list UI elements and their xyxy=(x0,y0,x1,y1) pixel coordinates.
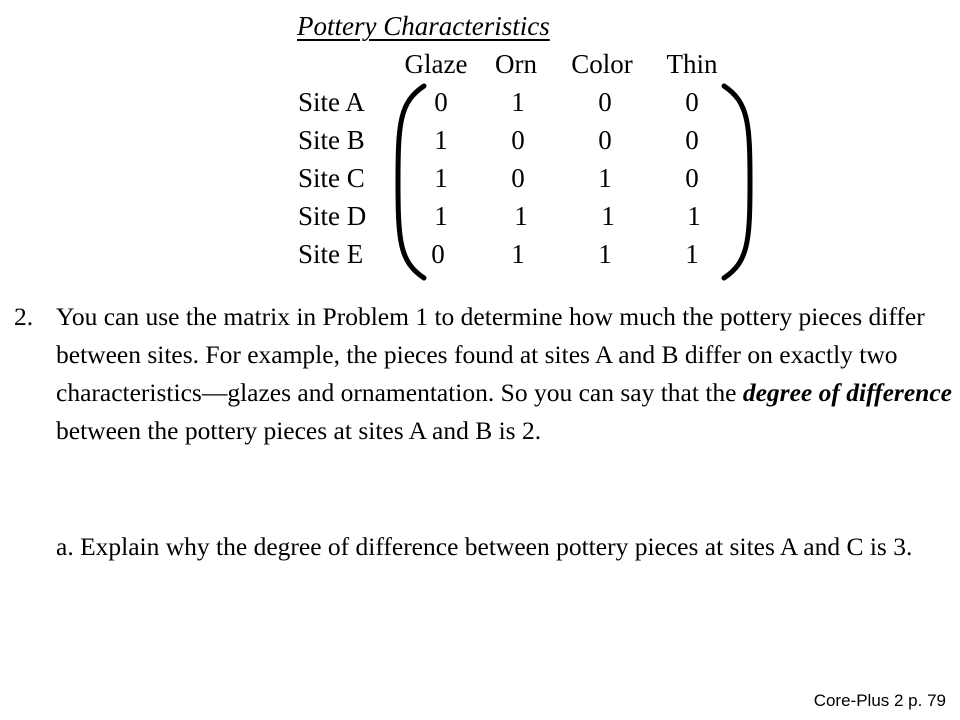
matrix-cell: 1 xyxy=(434,201,448,231)
matrix-cell: 0 xyxy=(511,163,525,193)
row-label-site-d: Site D xyxy=(298,201,367,231)
part-a-question: a. Explain why the degree of difference between pottery pieces at sites A and C is 3. xyxy=(56,532,913,561)
matrix-cell: 1 xyxy=(685,239,699,269)
matrix-cell: 1 xyxy=(511,87,525,117)
row-label-site-c: Site C xyxy=(298,163,365,193)
matrix-cell: 0 xyxy=(685,125,699,155)
matrix-cell: 0 xyxy=(685,163,699,193)
problem-2 xyxy=(14,298,954,450)
matrix-cell: 0 xyxy=(511,125,525,155)
matrix-cell: 0 xyxy=(598,87,612,117)
problem-text-before: You can use the matrix in Problem 1 to determine how much the pottery pieces differ between sites. For example, the pieces found at sites A and B differ on exactly two characteristics—glazes and ornamentation. So you can say that the xyxy=(56,302,925,407)
problem-text xyxy=(56,298,954,450)
problem-text-after: between the pottery pieces at sites A and B is 2. xyxy=(56,416,542,445)
column-header-color: Color xyxy=(571,49,633,79)
matrix-right-bracket xyxy=(718,82,758,282)
matrix-cell: 1 xyxy=(598,239,612,269)
column-header-thin: Thin xyxy=(666,49,718,79)
matrix-cell: 0 xyxy=(434,87,448,117)
matrix-cell: 1 xyxy=(598,163,612,193)
matrix-cell: 1 xyxy=(514,201,528,231)
column-header-glaze: Glaze xyxy=(404,49,468,79)
matrix-cell: 1 xyxy=(434,163,448,193)
column-header-orn: Orn xyxy=(495,49,537,79)
matrix-cell: 0 xyxy=(685,87,699,117)
matrix-cell: 0 xyxy=(598,125,612,155)
matrix-cell: 1 xyxy=(687,201,701,231)
source-citation: Core-Plus 2 p. 79 xyxy=(813,691,946,710)
row-label-site-a: Site A xyxy=(298,87,365,117)
degree-of-difference-term: degree of difference xyxy=(742,378,952,407)
matrix-cell: 1 xyxy=(601,201,615,231)
matrix-cell: 0 xyxy=(431,239,445,269)
row-label-site-e: Site E xyxy=(298,239,364,269)
matrix-cell: 1 xyxy=(511,239,525,269)
problem-number: 2. xyxy=(14,302,34,331)
matrix-left-bracket xyxy=(390,82,430,282)
matrix-cell: 1 xyxy=(434,125,448,155)
row-label-site-b: Site B xyxy=(298,125,365,155)
matrix-title: Pottery Characteristics xyxy=(297,11,550,41)
